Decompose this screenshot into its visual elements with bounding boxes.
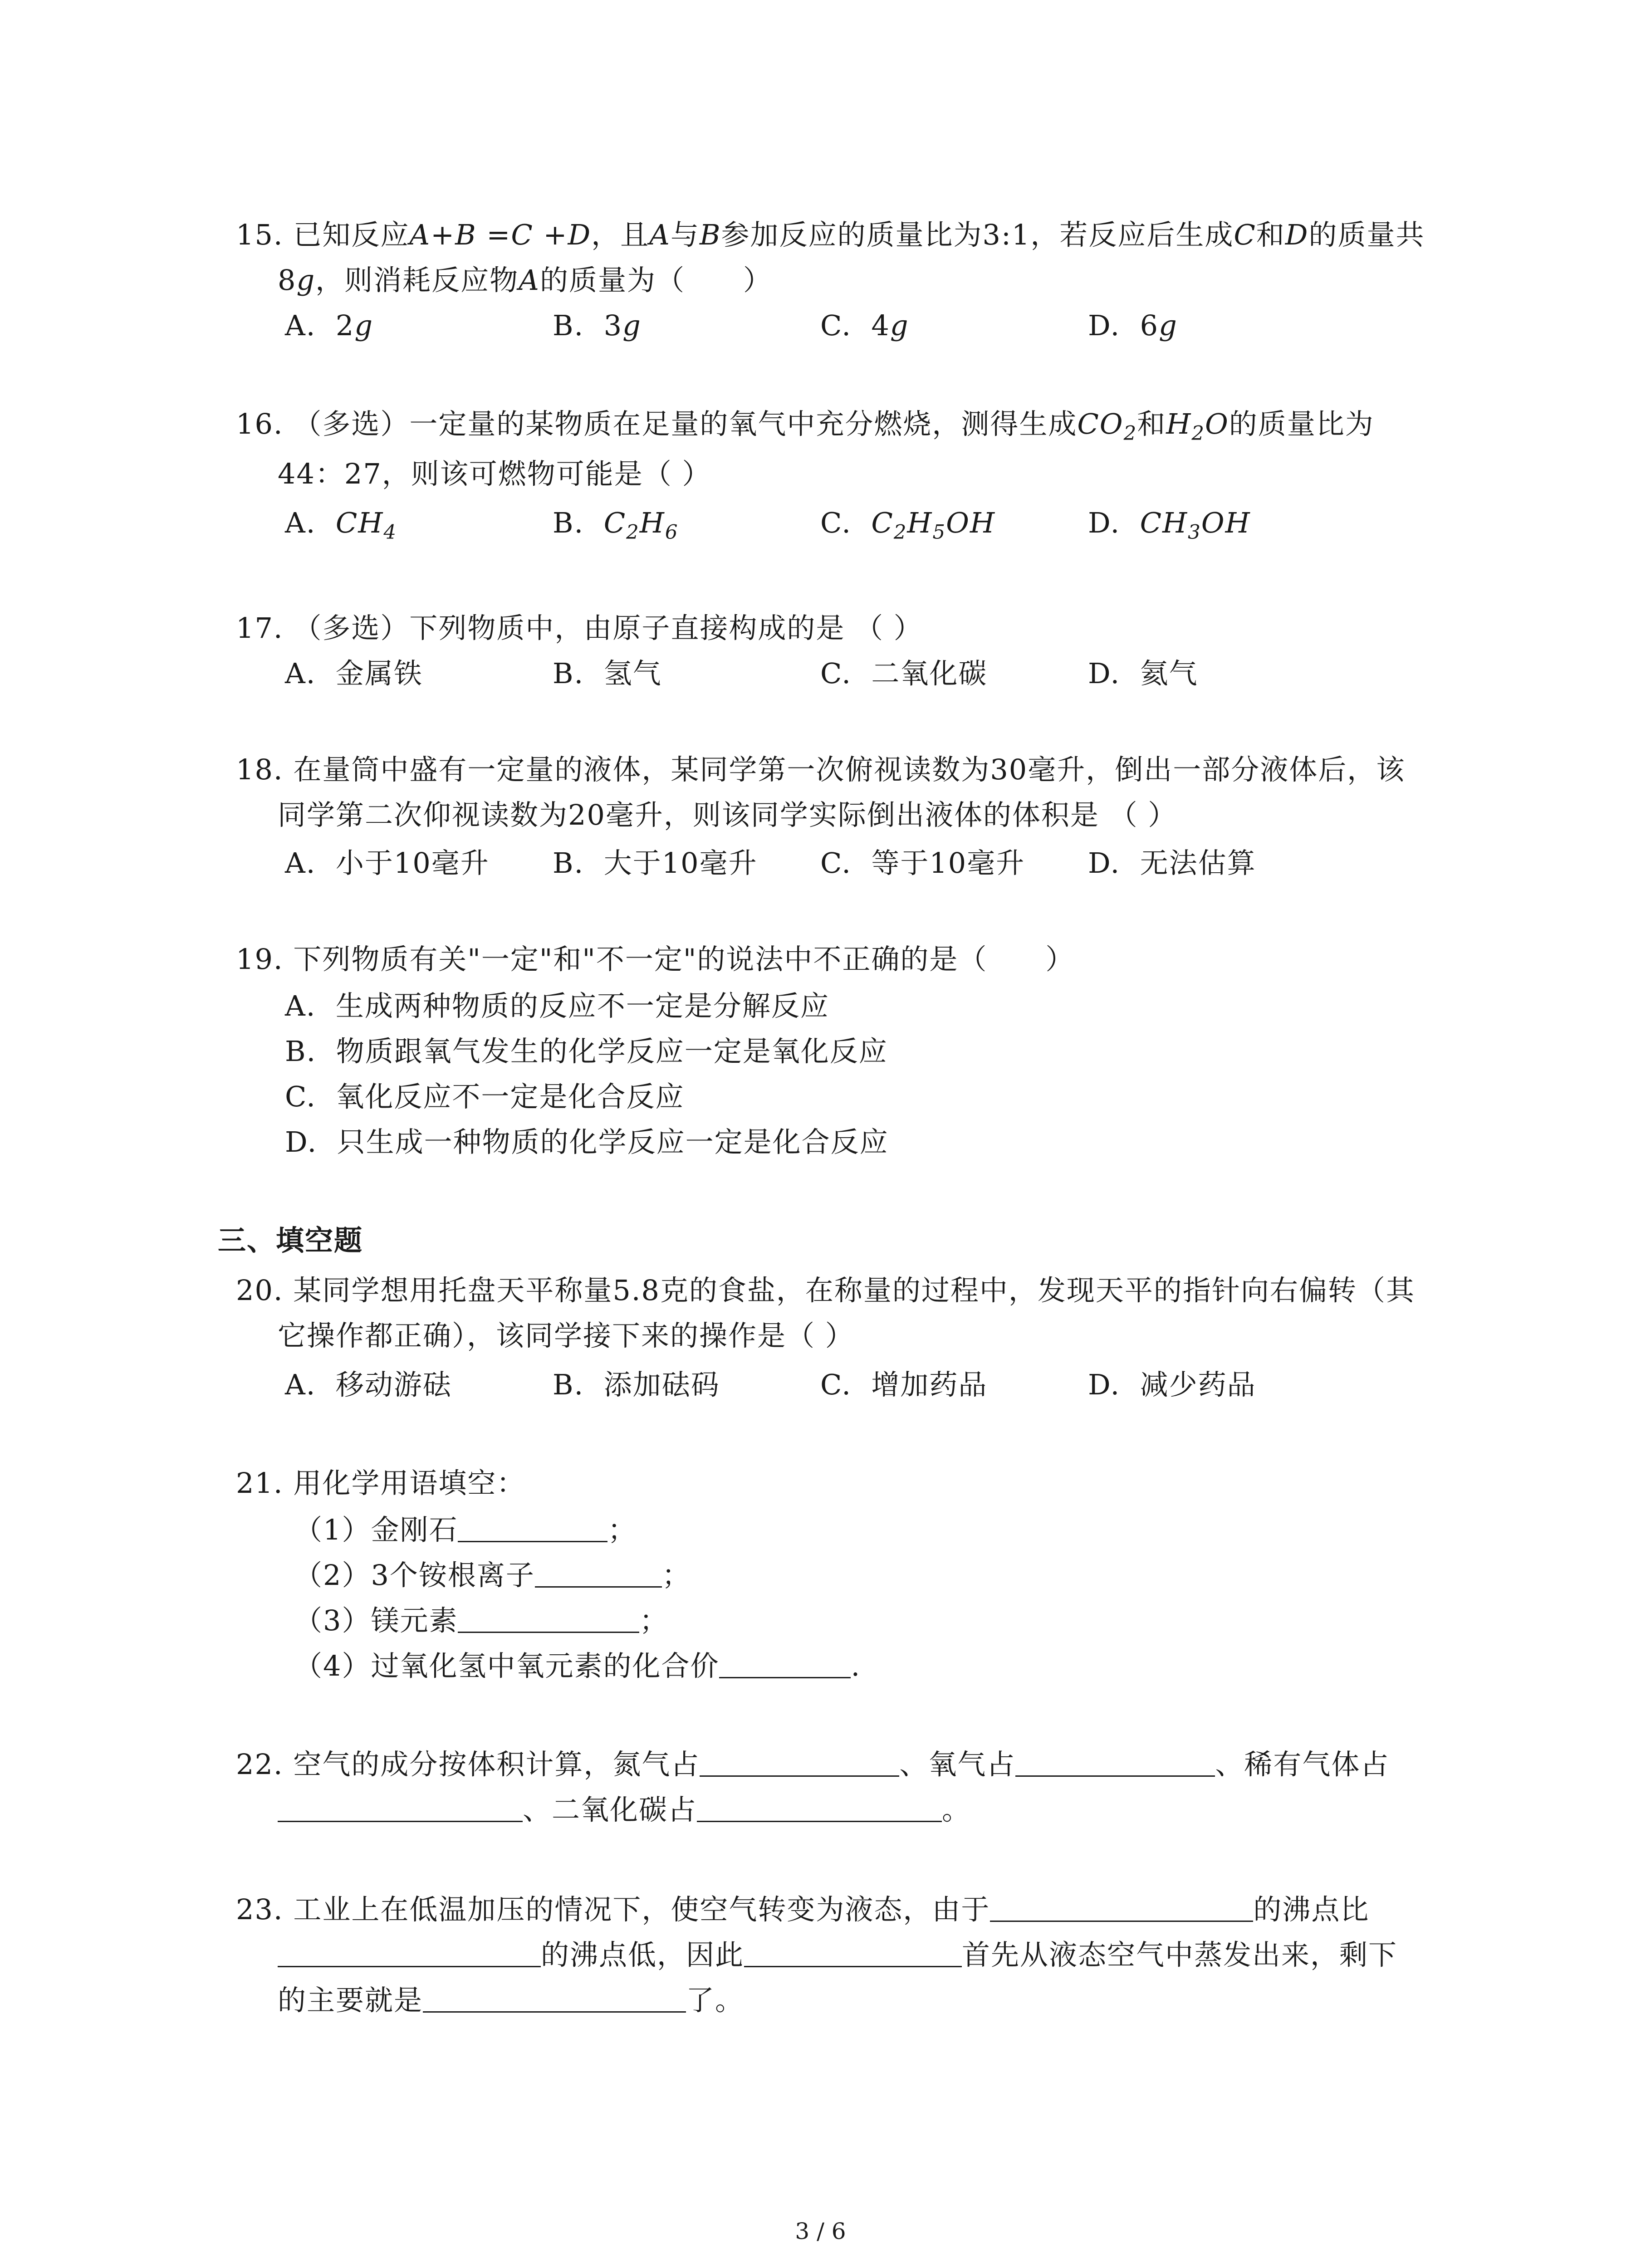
q17-option-d[interactable]: D. 氦气 (1088, 657, 1198, 690)
answer-blank[interactable] (744, 1936, 962, 1967)
page-number: 3 / 6 (795, 2218, 846, 2244)
q15-option-c[interactable]: C. 4g (820, 309, 909, 342)
question-number: 15. (236, 218, 284, 251)
q21-line-1: 21. 用化学用语填空： (236, 1466, 526, 1500)
q21-item-3: （3）镁元素 ； (294, 1596, 668, 1646)
section-heading: 三、填空题 (218, 1224, 363, 1257)
q19-option-a[interactable]: A. 生成两种物质的反应不一定是分解反应 (285, 989, 829, 1022)
q21-item-2: （2）3个铵根离子 ； (294, 1550, 691, 1600)
q18-option-b[interactable]: B. 大于10毫升 (553, 846, 758, 880)
q20-option-a[interactable]: A. 移动游砝 (285, 1368, 452, 1401)
q20-option-c[interactable]: C. 增加药品 (820, 1368, 988, 1401)
q23-line-2: 的沸点低，因此 首先从液态空气中蒸发出来，剩下 (278, 1930, 1397, 1980)
q15-option-b[interactable]: B. 3g (553, 309, 642, 342)
q17-option-a[interactable]: A. 金属铁 (285, 657, 423, 690)
question-number: 22. (236, 1748, 284, 1781)
question-number: 21. (236, 1466, 284, 1500)
q18-option-c[interactable]: C. 等于10毫升 (820, 846, 1025, 880)
answer-blank[interactable] (700, 1745, 899, 1777)
answer-blank[interactable] (458, 1511, 607, 1542)
q18-option-a[interactable]: A. 小于10毫升 (285, 846, 490, 880)
answer-blank[interactable] (423, 1981, 686, 2013)
q16-option-d[interactable]: D. $CH_3OH$ (1088, 506, 1251, 544)
q20-line-1: 20. 某同学想用托盘天平称量5.8克的食盐，在称量的过程中，发现天平的指针向右偏转（其 (236, 1274, 1415, 1307)
answer-blank[interactable] (278, 1791, 523, 1822)
q17-line-1: 17. （多选）下列物质中，由原子直接构成的是 （ ） (236, 611, 923, 645)
answer-blank[interactable] (278, 1936, 541, 1967)
q21-item-1: （1）金刚石 ； (294, 1505, 637, 1555)
q22-line-2: 、二氧化碳占 。 (278, 1785, 971, 1835)
q19-option-b[interactable]: B. 物质跟氧气发生的化学反应一定是氧化反应 (285, 1035, 888, 1068)
q18-line-1: 18. 在量筒中盛有一定量的液体，某同学第一次俯视读数为30毫升，倒出一部分液体后，该 (236, 753, 1406, 786)
answer-blank[interactable] (990, 1891, 1253, 1922)
q20-line-2: 它操作都正确），该同学接下来的操作是（ ） (278, 1319, 854, 1352)
question-number: 19. (236, 943, 284, 976)
answer-blank[interactable] (1015, 1745, 1215, 1777)
answer-blank[interactable] (719, 1647, 851, 1678)
q20-option-d[interactable]: D. 减少药品 (1088, 1368, 1256, 1401)
question-number: 17. (236, 611, 284, 645)
q19-option-c[interactable]: C. 氧化反应不一定是化合反应 (285, 1080, 685, 1113)
q15-line-2: 8g，则消耗反应物A的质量为（ ） (278, 264, 772, 297)
q19-option-d[interactable]: D. 只生成一种物质的化学反应一定是化合反应 (285, 1125, 889, 1158)
question-number: 18. (236, 753, 284, 786)
q15-line-1: 15. 已知反应A+B =C +D，且A与B参加反应的质量比为3:1，若反应后生成C和D的质量共 (236, 218, 1425, 251)
q16-line-2: 44：27，则该可燃物可能是（ ） (278, 457, 711, 490)
answer-blank[interactable] (458, 1602, 639, 1633)
q22-line-1: 22. 空气的成分按体积计算，氮气占 、氧气占 、稀有气体占 (236, 1740, 1389, 1789)
q18-option-d[interactable]: D. 无法估算 (1088, 846, 1256, 880)
q23-line-1: 23. 工业上在低温加压的情况下，使空气转变为液态，由于 的沸点比 (236, 1885, 1369, 1935)
q17-option-c[interactable]: C. 二氧化碳 (820, 657, 988, 690)
answer-blank[interactable] (697, 1791, 942, 1822)
q16-option-a[interactable]: A. $CH_4$ (285, 506, 397, 544)
q18-line-2: 同学第二次仰视读数为20毫升，则该同学实际倒出液体的体积是 （ ） (278, 798, 1177, 831)
answer-blank[interactable] (535, 1556, 662, 1588)
question-number: 23. (236, 1893, 284, 1926)
question-number: 20. (236, 1274, 284, 1307)
q17-option-b[interactable]: B. 氢气 (553, 657, 662, 690)
q16-line-1: 16. （多选）一定量的某物质在足量的氧气中充分燃烧，测得生成$CO_2$和$H_2O$的质量比为 (236, 407, 1374, 445)
q16-option-c[interactable]: C. $C_2H_5OH$ (820, 506, 996, 544)
q16-option-b[interactable]: B. $C_2H_6$ (553, 506, 679, 544)
q21-item-4: （4）过氧化氢中氧元素的化合价 . (294, 1641, 861, 1691)
q23-line-3: 的主要就是 了。 (278, 1975, 744, 2025)
question-number: 16. (236, 407, 284, 440)
q15-option-a[interactable]: A. 2g (285, 309, 374, 342)
q20-option-b[interactable]: B. 添加砝码 (553, 1368, 720, 1401)
q19-line-1: 19. 下列物质有关"一定"和"不一定"的说法中不正确的是（ ） (236, 943, 1075, 976)
q15-option-d[interactable]: D. 6g (1088, 309, 1178, 342)
